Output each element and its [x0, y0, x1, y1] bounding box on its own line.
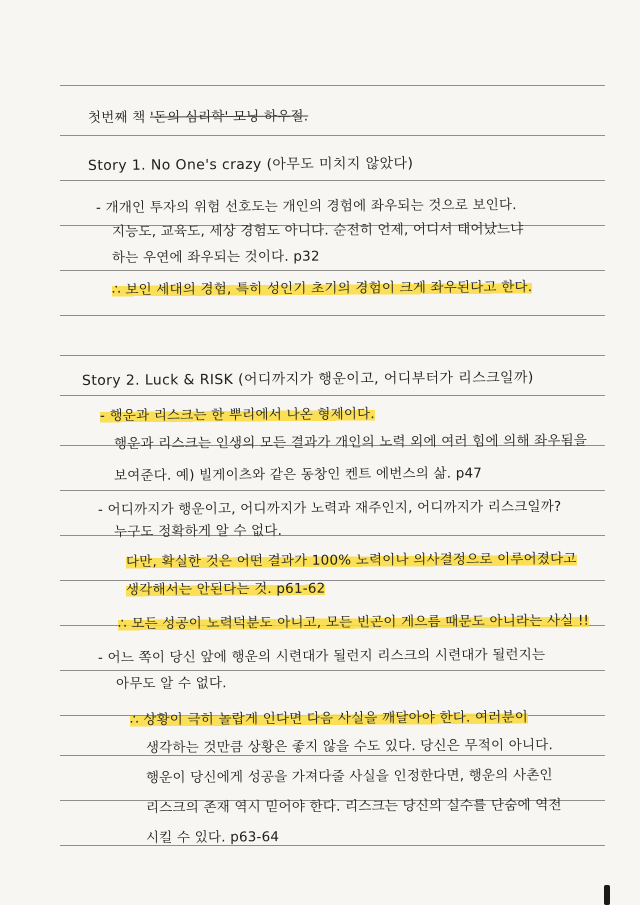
- story2-line: ∴ 상황이 극히 놀랍게 인다면 다음 사실을 깨달아야 한다. 여러분이: [130, 705, 528, 728]
- story2-line: 행운이 당신에게 성공을 가져다줄 사실을 인정한다면, 행운의 사촌인: [145, 767, 553, 786]
- story2-line: 누구도 정확하게 알 수 없다.: [113, 522, 283, 540]
- story2-line: ∴ 모든 성공이 노력덕분도 아니고, 모든 빈곤이 게으름 때문도 아니라는 사실 !!: [118, 609, 589, 632]
- story1-heading: Story 1. No One's crazy (아무도 미치지 않았다): [87, 155, 414, 174]
- page-edge-mark: [604, 885, 610, 905]
- story1-conclusion: ∴ 보인 세대의 경험, 특히 성인기 초기의 경험이 크게 좌우된다고 한다.: [112, 275, 532, 298]
- ruled-line: [60, 85, 605, 86]
- story1-line: 하는 우연에 좌우되는 것이다. p32: [111, 248, 320, 266]
- intro-book-title: '돈의 심리학': [149, 109, 229, 126]
- story2-line: 생각해서는 안된다는 것. p61-62: [126, 577, 326, 598]
- story2-line: 보여준다. 예) 빌게이츠와 같은 동창인 켄트 에번스의 삶. p47: [113, 465, 483, 484]
- ruled-line: [60, 395, 605, 396]
- story1-line: 지능도, 교육도, 세상 경험도 아니다. 순전히 언제, 어디서 태어났느냐: [111, 221, 524, 240]
- book-intro-line: [88, 104, 308, 126]
- ruled-line: [60, 135, 605, 136]
- ruled-line: [60, 180, 605, 181]
- story2-line: 행운과 리스크는 인생의 모든 결과가 개인의 노력 외에 여러 힘에 의해 좌우됨을: [113, 432, 588, 452]
- story2-heading: Story 2. Luck & RISK (어디까지가 행운이고, 어디부터가 리스크일까): [81, 369, 534, 389]
- story1-line: - 개개인 투자의 위험 선호도는 개인의 경험에 좌우되는 것으로 보인다.: [95, 197, 517, 216]
- intro-author: 모닝 하우절.: [228, 108, 309, 126]
- intro-prefix: 첫번째 책: [87, 109, 151, 126]
- ruled-line: [60, 355, 605, 356]
- ruled-line: [60, 755, 605, 756]
- ruled-line: [60, 845, 605, 846]
- story2-line: 다만, 확실한 것은 어떤 결과가 100% 노력이나 의사결정으로 이루어졌다고: [126, 547, 577, 570]
- ruled-line: [60, 315, 605, 316]
- story2-line: - 어느 쪽이 당신 앞에 행운의 시련대가 될런지 리스크의 시련대가 될런지는: [97, 646, 546, 666]
- ruled-line: [60, 490, 605, 491]
- story2-line: 시킬 수 있다. p63-64: [145, 829, 280, 846]
- story2-line: 생각하는 것만큼 상황은 좋지 않을 수도 있다. 당신은 무적이 아니다.: [145, 737, 553, 756]
- story2-line: - 어디까지가 행운이고, 어디까지가 노력과 재주인지, 어디까지가 리스크일까?: [97, 498, 562, 518]
- story2-line: 아무도 알 수 없다.: [115, 675, 227, 692]
- ruled-line: [60, 270, 605, 271]
- story2-line: - 행운과 리스크는 한 뿌리에서 나온 형제이다.: [100, 402, 375, 424]
- story2-line: 리스크의 존재 역시 믿어야 한다. 리스크는 당신의 실수를 단숨에 역전: [145, 797, 562, 816]
